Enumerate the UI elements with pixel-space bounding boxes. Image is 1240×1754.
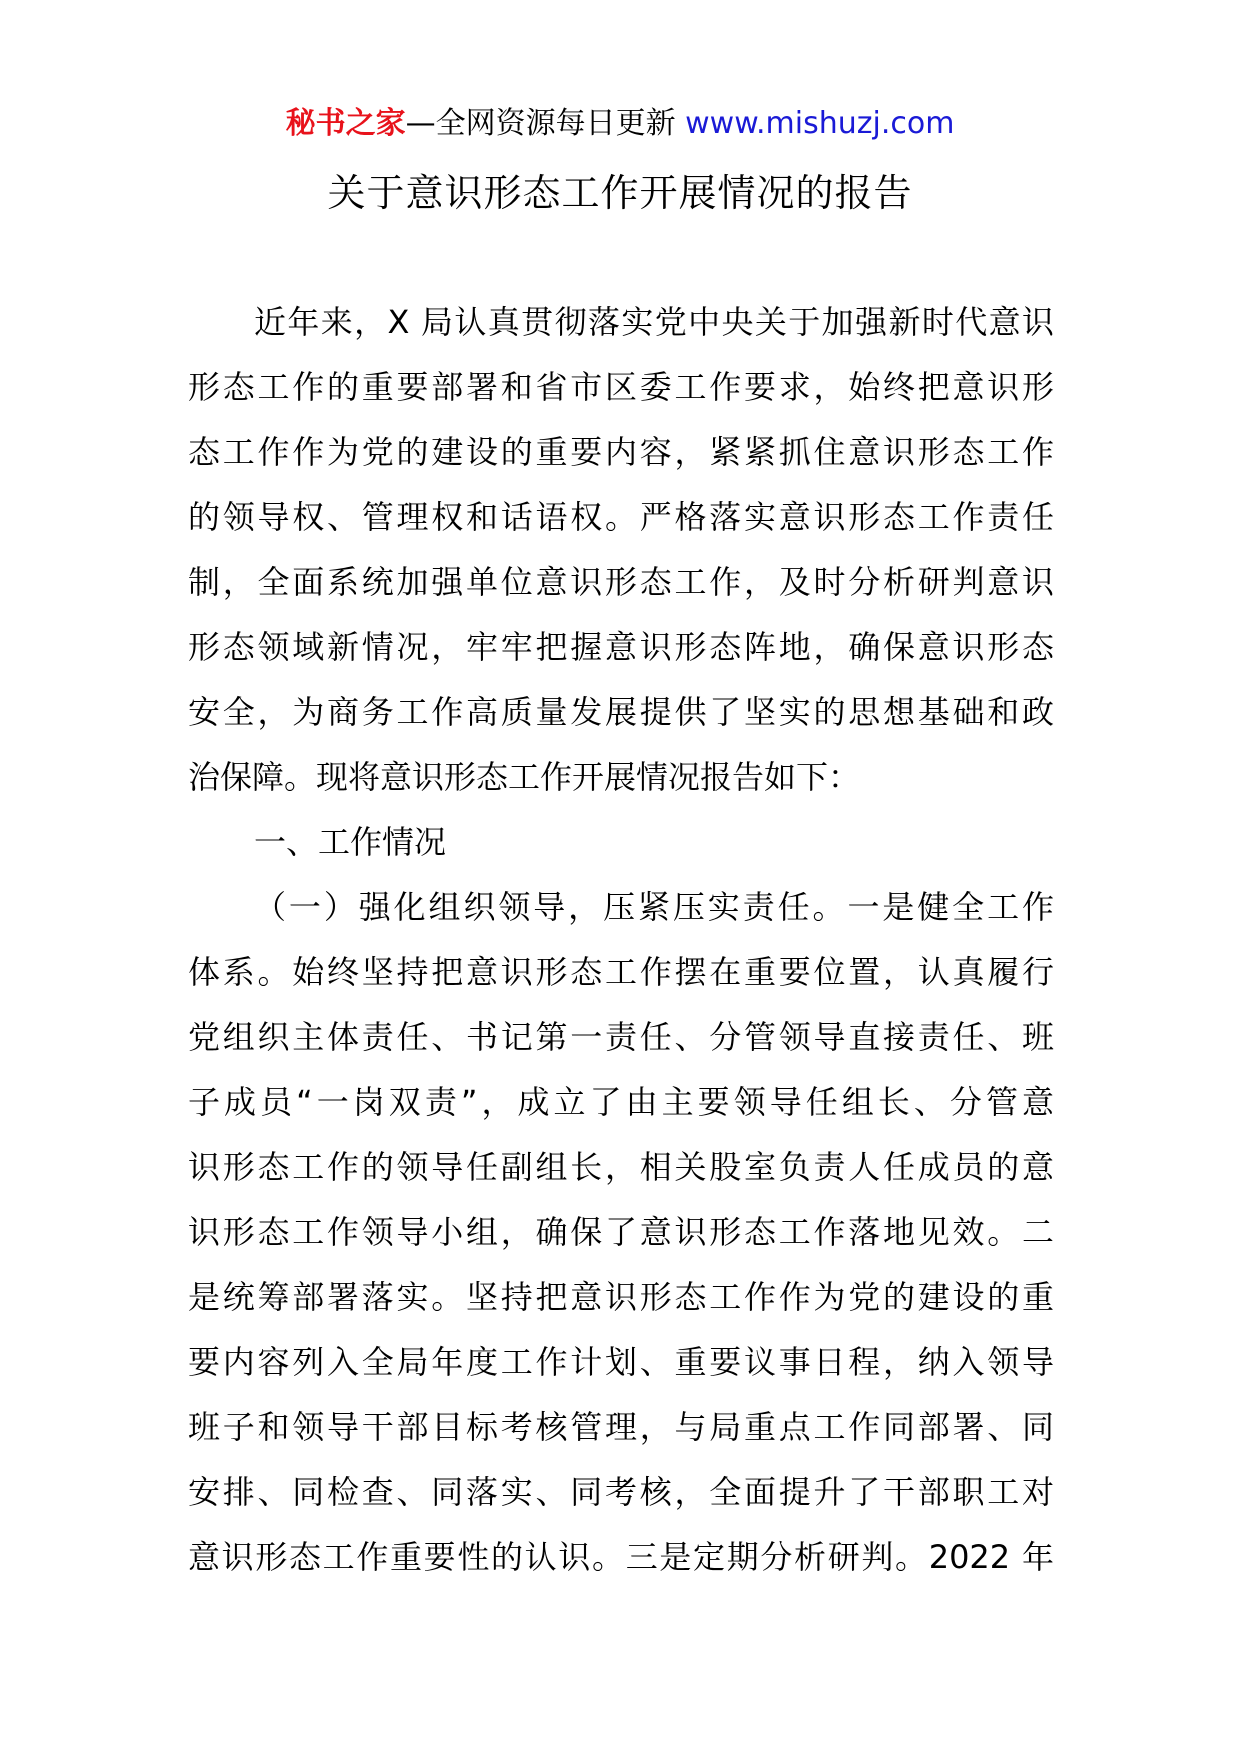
- paragraph-line: 班子和领导干部目标考核管理，与局重点工作同部署、同: [188, 1408, 1054, 1446]
- paragraph-line: 形态工作的重要部署和省市区委工作要求，始终把意识形: [188, 368, 1054, 406]
- paragraph-line: 形态领域新情况，牢牢把握意识形态阵地，确保意识形态: [188, 628, 1054, 666]
- paragraph-line: 制，全面系统加强单位意识形态工作，及时分析研判意识: [188, 563, 1054, 601]
- paragraph-line: 近年来，X 局认真贯彻落实党中央关于加强新时代意识: [254, 303, 1054, 341]
- paragraph-line: 安全，为商务工作高质量发展提供了坚实的思想基础和政: [188, 693, 1054, 731]
- paragraph-line: 子成员“一岗双责”，成立了由主要领导任组长、分管意: [188, 1083, 1054, 1121]
- brand-url[interactable]: www.mishuzj.com: [685, 106, 955, 141]
- paragraph-line: 识形态工作领导小组，确保了意识形态工作落地见效。二: [188, 1213, 1054, 1251]
- paragraph-line: 的领导权、管理权和话语权。严格落实意识形态工作责任: [188, 498, 1054, 536]
- paragraph-line: 党组织主体责任、书记第一责任、分管领导直接责任、班: [188, 1018, 1054, 1056]
- document-body: [188, 290, 1054, 1590]
- site-header: [0, 104, 1240, 144]
- section-heading: 一、工作情况: [254, 823, 447, 861]
- paragraph-line: 要内容列入全局年度工作计划、重要议事日程，纳入领导: [188, 1343, 1054, 1381]
- paragraph-line: 意识形态工作重要性的认识。三是定期分析研判。2022 年: [188, 1538, 1054, 1576]
- paragraph-line: 态工作作为党的建设的重要内容，紧紧抓住意识形态工作: [188, 433, 1054, 471]
- brand-tagline: —全网资源每日更新: [405, 106, 686, 141]
- paragraph-line: 安排、同检查、同落实、同考核，全面提升了干部职工对: [188, 1473, 1054, 1511]
- paragraph-line: 体系。始终坚持把意识形态工作摆在重要位置，认真履行: [188, 953, 1054, 991]
- brand-name: 秘书之家: [285, 106, 406, 141]
- paragraph-line: 治保障。现将意识形态工作开展情况报告如下：: [188, 758, 861, 796]
- paragraph-line: 识形态工作的领导任副组长，相关股室负责人任成员的意: [188, 1148, 1054, 1186]
- paragraph-line: 是统筹部署落实。坚持把意识形态工作作为党的建设的重: [188, 1278, 1054, 1316]
- paragraph-line: （一）强化组织领导，压紧压实责任。一是健全工作: [254, 888, 1054, 926]
- document-title: 关于意识形态工作开展情况的报告: [327, 171, 913, 215]
